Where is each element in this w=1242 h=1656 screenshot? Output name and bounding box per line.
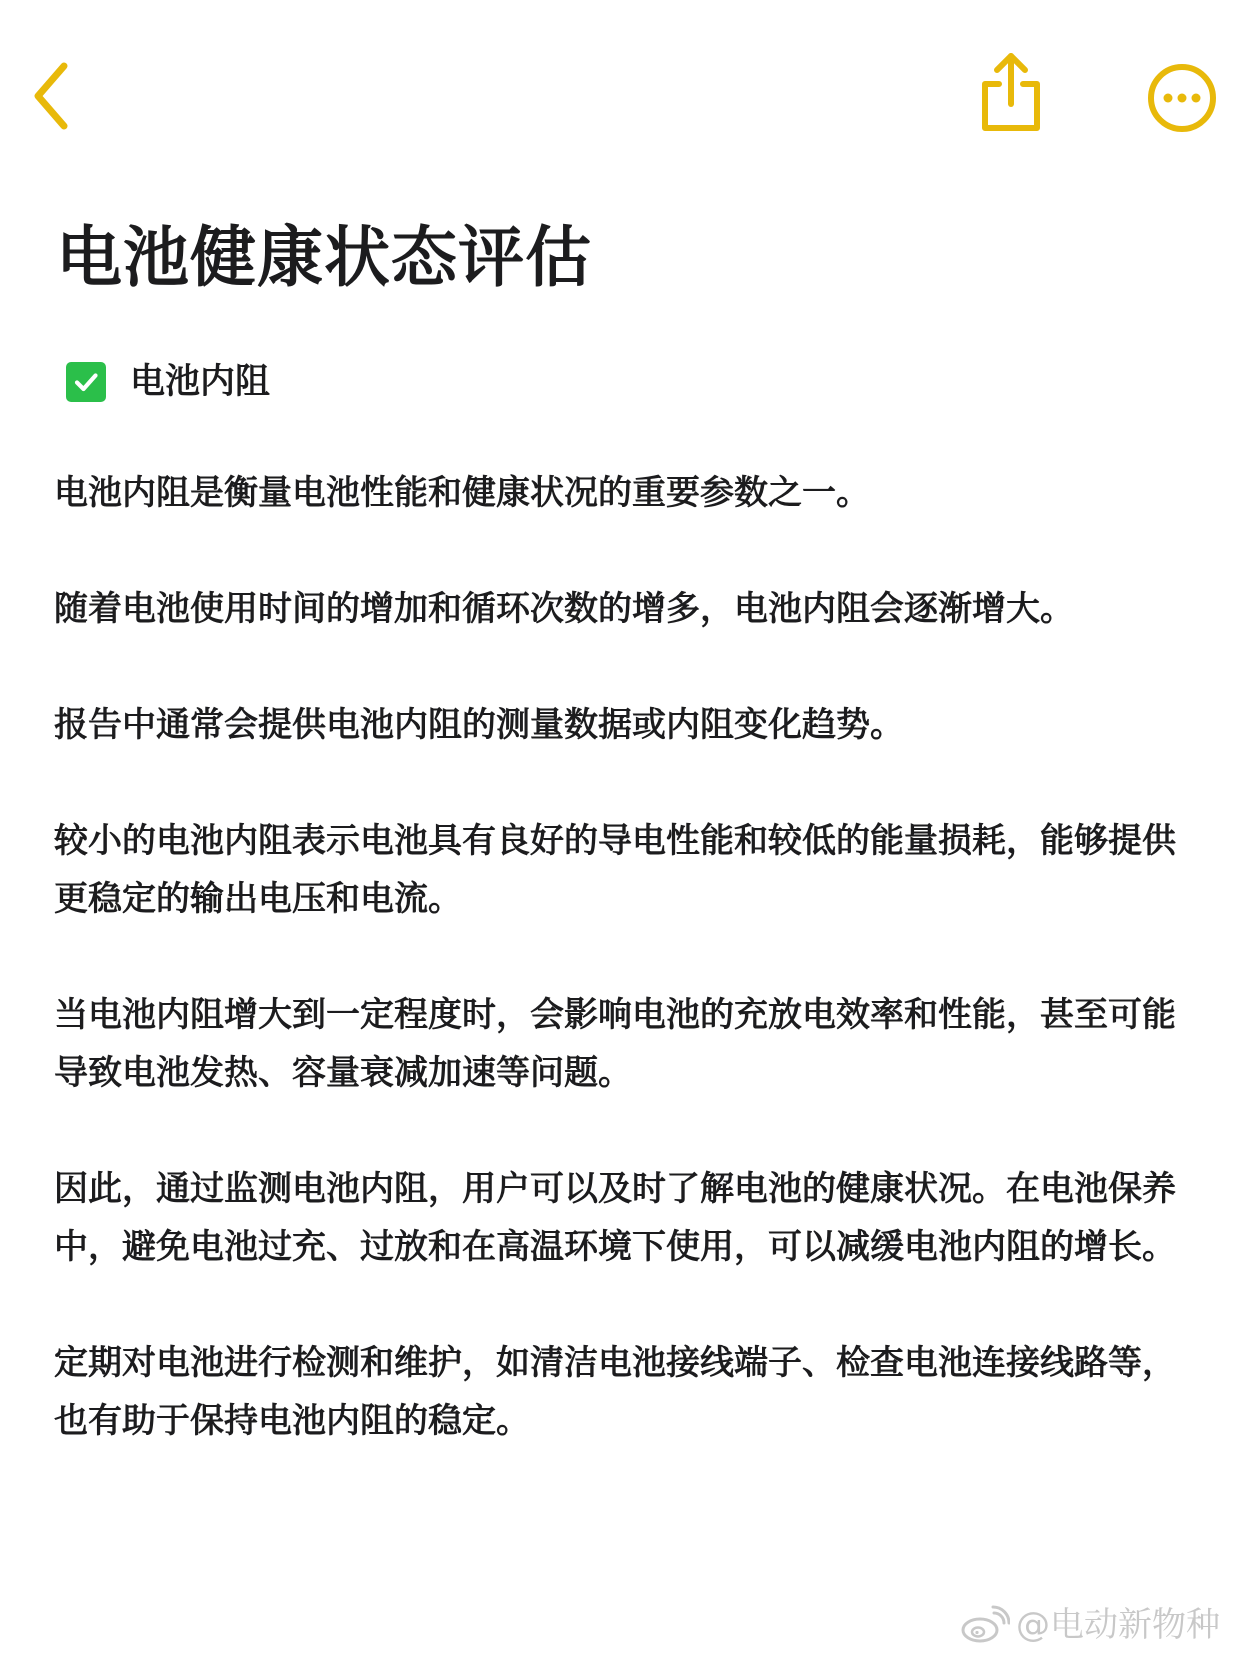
more-ellipsis-icon <box>1146 62 1218 134</box>
share-button[interactable] <box>975 50 1047 136</box>
weibo-logo-icon <box>960 1605 1010 1645</box>
paragraph[interactable]: 随着电池使用时间的增加和循环次数的增多，电池内阻会逐渐增大。 <box>54 589 1074 629</box>
paragraph[interactable]: 因此，通过监测电池内阻，用户可以及时了解电池的健康状况。在电池保养中，避免电池过充、过放和在高温环境下使用，可以减缓电池内阻的增长。 <box>54 1169 1176 1267</box>
checkbox-checked[interactable] <box>66 362 106 402</box>
paragraph[interactable]: 电池内阻是衡量电池性能和健康状况的重要参数之一。 <box>54 473 870 513</box>
note-title[interactable]: 电池健康状态评估 <box>56 219 592 296</box>
paragraph[interactable]: 较小的电池内阻表示电池具有良好的导电性能和较低的能量损耗，能够提供更稳定的输出电压和电流。 <box>54 821 1176 919</box>
watermark-text: @电动新物种 <box>1016 1605 1220 1645</box>
share-icon <box>975 50 1047 136</box>
back-button[interactable] <box>28 58 78 134</box>
checklist-label[interactable]: 电池内阻 <box>130 362 271 402</box>
paragraph[interactable]: 定期对电池进行检测和维护，如清洁电池接线端子、检查电池连接线路等，也有助于保持电池内阻的稳定。 <box>54 1343 1176 1441</box>
paragraph[interactable]: 报告中通常会提供电池内阻的测量数据或内阻变化趋势。 <box>54 705 904 745</box>
checkmark-icon <box>71 367 101 397</box>
chevron-left-icon <box>28 58 78 134</box>
paragraph[interactable]: 当电池内阻增大到一定程度时，会影响电池的充放电效率和性能，甚至可能导致电池发热、容量衰减加速等问题。 <box>54 995 1176 1093</box>
checklist-item[interactable] <box>66 360 270 404</box>
more-options-button[interactable] <box>1146 62 1218 134</box>
note-toolbar <box>0 0 1242 180</box>
watermark <box>960 1602 1220 1648</box>
note-body[interactable] <box>54 464 1184 1508</box>
